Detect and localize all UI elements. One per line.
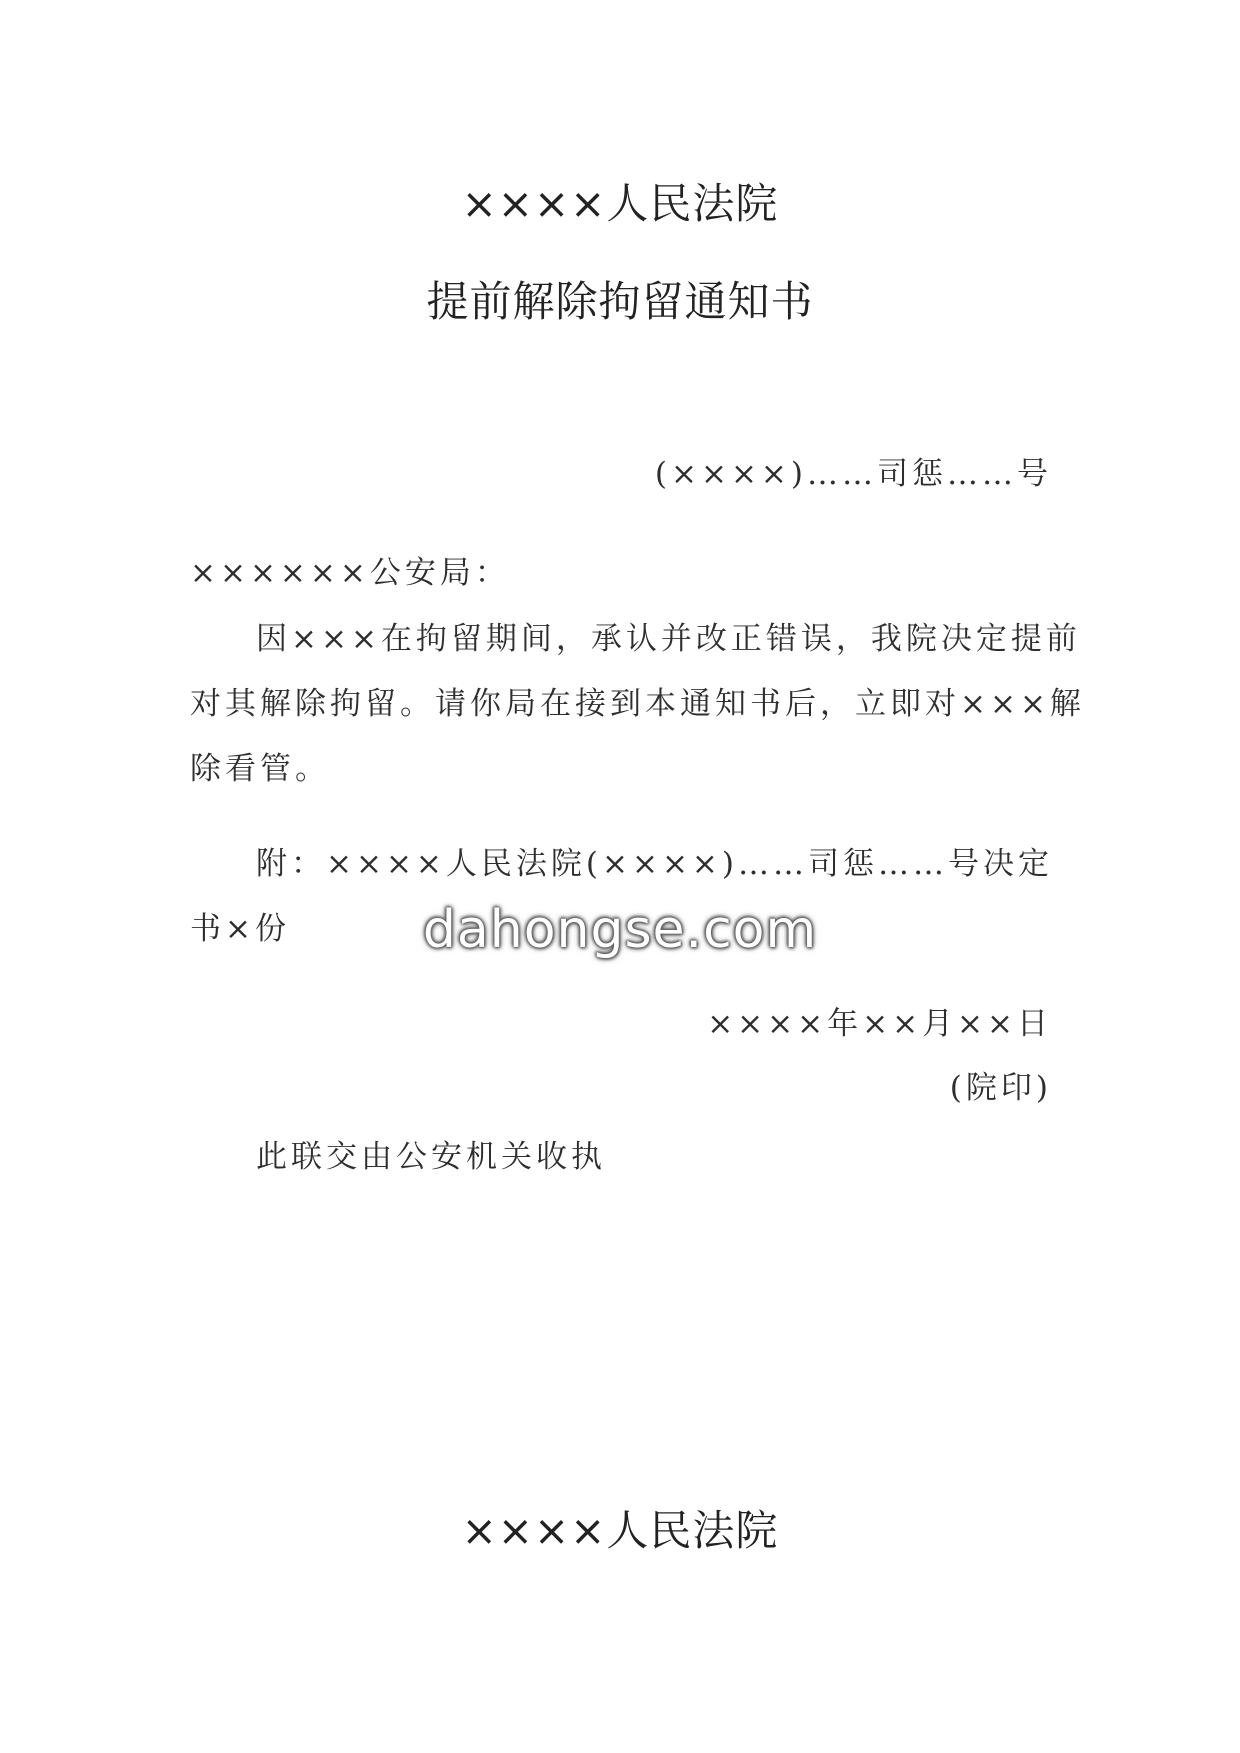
addressee: ××××××公安局： bbox=[190, 555, 510, 591]
paragraph-line: 除看管。 bbox=[190, 751, 330, 787]
attachment-line: 书×份 bbox=[190, 911, 290, 947]
copy-recipient-note: 此联交由公安机关收执 bbox=[256, 1139, 606, 1175]
document-title: 提前解除拘留通知书 bbox=[426, 277, 814, 326]
document-number: (××××)……司惩……号 bbox=[654, 456, 1052, 492]
attachment-line: 附：××××人民法院(××××)……司惩……号决定 bbox=[256, 846, 1053, 882]
court-seal-note: (院印) bbox=[949, 1070, 1052, 1106]
watermark: dahongse.com bbox=[422, 900, 818, 960]
paragraph-line: 因×××在拘留期间，承认并改正错误，我院决定提前 bbox=[256, 621, 1081, 657]
document-date: ××××年××月××日 bbox=[707, 1006, 1052, 1042]
court-name: ××××人民法院 bbox=[461, 179, 779, 228]
paragraph-line: 对其解除拘留。请你局在接到本通知书后，立即对×××解 bbox=[190, 686, 1085, 722]
next-page-court-name: ××××人民法院 bbox=[461, 1506, 779, 1555]
